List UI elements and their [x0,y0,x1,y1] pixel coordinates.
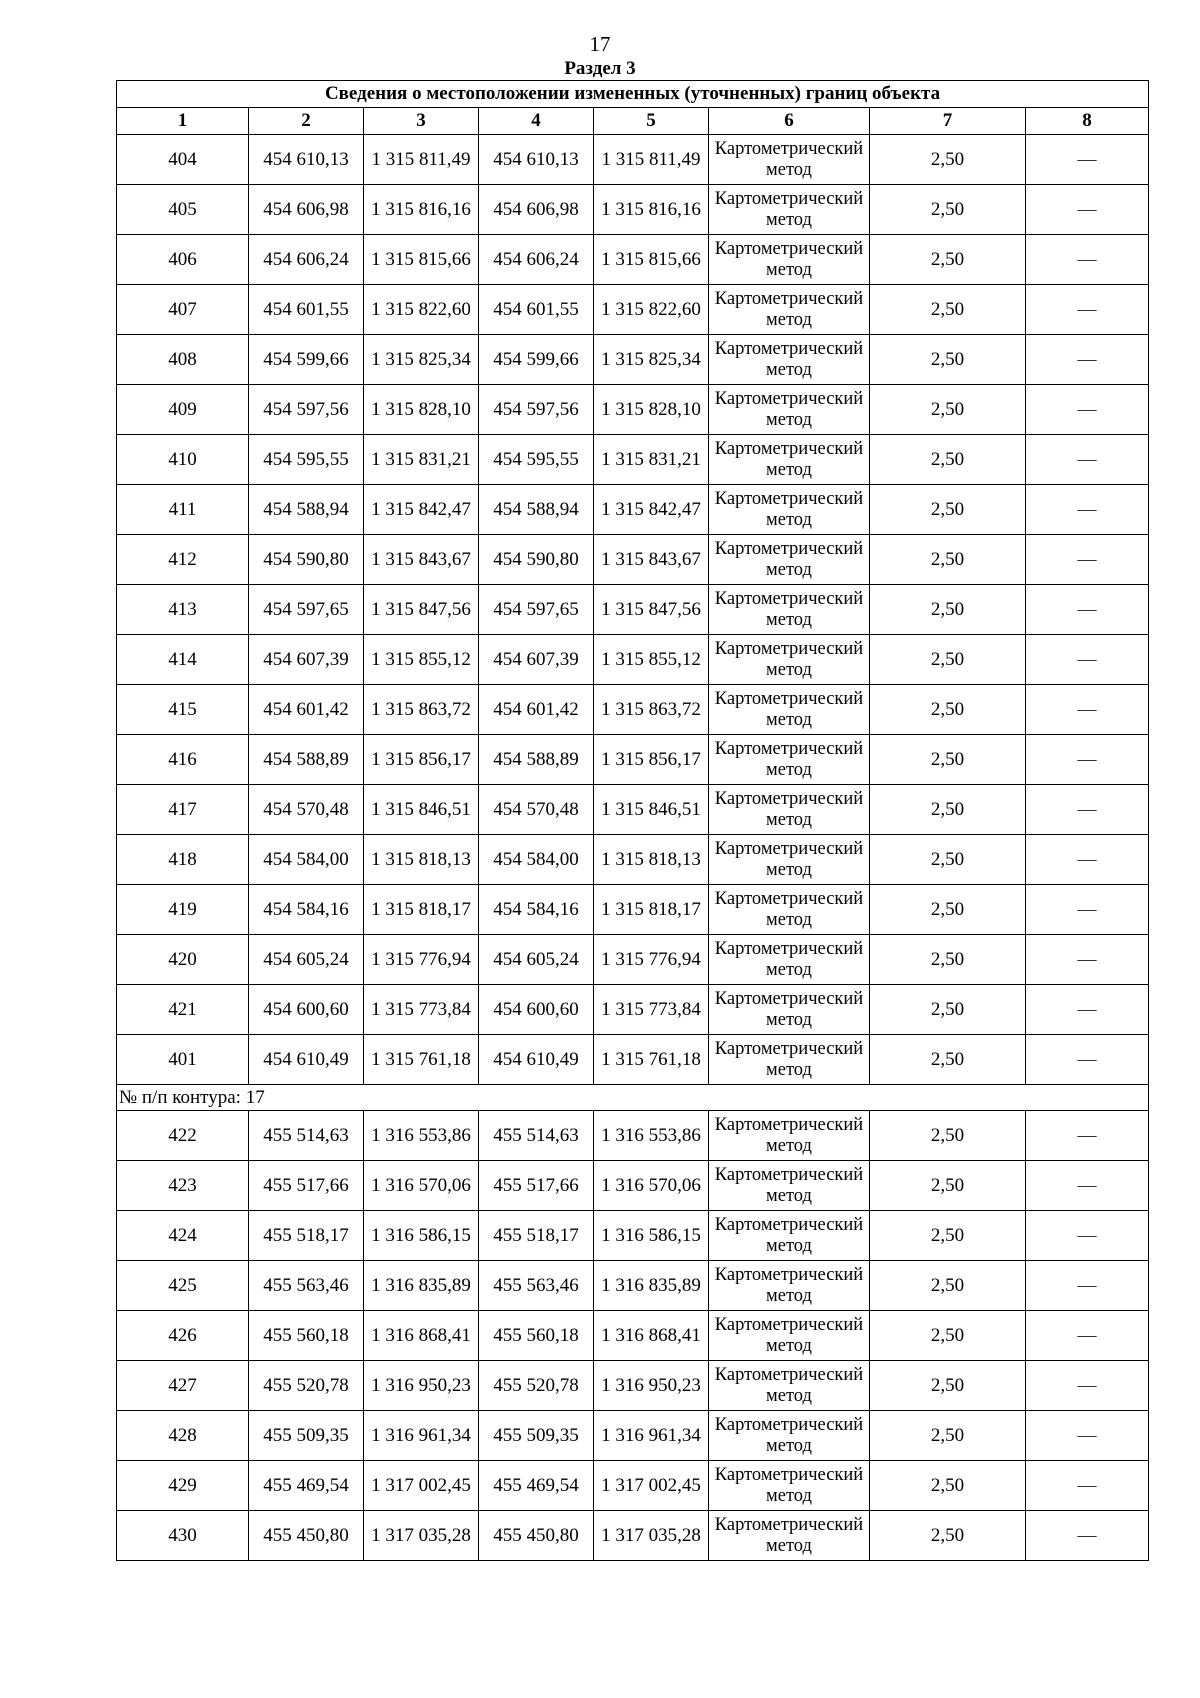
table-row [117,1035,1149,1085]
description-cell: — [1026,1511,1149,1561]
table-row [117,735,1149,785]
y-existing-cell: 1 316 868,41 [364,1311,479,1361]
x-existing-cell: 454 606,24 [249,235,364,285]
method-cell: Картометрический метод [709,785,870,835]
method-cell: Картометрический метод [709,385,870,435]
description-cell: — [1026,935,1149,985]
x-existing-cell: 455 520,78 [249,1361,364,1411]
y-new-cell: 1 316 586,15 [594,1211,709,1261]
column-number-row [117,108,1149,135]
y-new-cell: 1 315 811,49 [594,135,709,185]
description-cell: — [1026,535,1149,585]
y-existing-cell: 1 315 761,18 [364,1035,479,1085]
y-existing-cell: 1 315 818,17 [364,885,479,935]
y-existing-cell: 1 316 553,86 [364,1111,479,1161]
point-number-cell: 418 [117,835,249,885]
accuracy-cell: 2,50 [870,735,1026,785]
point-number-cell: 430 [117,1511,249,1561]
accuracy-cell: 2,50 [870,485,1026,535]
point-number-cell: 406 [117,235,249,285]
y-new-cell: 1 315 815,66 [594,235,709,285]
method-cell: Картометрический метод [709,435,870,485]
y-existing-cell: 1 315 846,51 [364,785,479,835]
x-new-cell: 454 588,94 [479,485,594,535]
accuracy-cell: 2,50 [870,585,1026,635]
x-existing-cell: 454 588,89 [249,735,364,785]
y-existing-cell: 1 316 835,89 [364,1261,479,1311]
description-cell: — [1026,1311,1149,1361]
y-new-cell: 1 315 822,60 [594,285,709,335]
point-number-cell: 423 [117,1161,249,1211]
description-cell: — [1026,385,1149,435]
accuracy-cell: 2,50 [870,435,1026,485]
description-cell: — [1026,785,1149,835]
description-cell: — [1026,1035,1149,1085]
method-cell: Картометрический метод [709,485,870,535]
y-existing-cell: 1 316 961,34 [364,1411,479,1461]
y-existing-cell: 1 315 776,94 [364,935,479,985]
y-new-cell: 1 315 816,16 [594,185,709,235]
y-new-cell: 1 316 553,86 [594,1111,709,1161]
y-existing-cell: 1 315 847,56 [364,585,479,635]
y-existing-cell: 1 315 863,72 [364,685,479,735]
y-new-cell: 1 315 828,10 [594,385,709,435]
x-new-cell: 454 595,55 [479,435,594,485]
accuracy-cell: 2,50 [870,785,1026,835]
point-number-cell: 413 [117,585,249,635]
description-cell: — [1026,1361,1149,1411]
y-new-cell: 1 315 863,72 [594,685,709,735]
point-number-cell: 422 [117,1111,249,1161]
x-existing-cell: 454 595,55 [249,435,364,485]
description-cell: — [1026,135,1149,185]
accuracy-cell: 2,50 [870,235,1026,285]
x-existing-cell: 455 469,54 [249,1461,364,1511]
x-existing-cell: 454 606,98 [249,185,364,235]
accuracy-cell: 2,50 [870,835,1026,885]
y-new-cell: 1 315 856,17 [594,735,709,785]
y-existing-cell: 1 317 002,45 [364,1461,479,1511]
accuracy-cell: 2,50 [870,1361,1026,1411]
x-new-cell: 455 563,46 [479,1261,594,1311]
table-row [117,1111,1149,1161]
x-new-cell: 455 469,54 [479,1461,594,1511]
table-row [117,1511,1149,1561]
point-number-cell: 404 [117,135,249,185]
y-existing-cell: 1 315 825,34 [364,335,479,385]
method-cell: Картометрический метод [709,685,870,735]
accuracy-cell: 2,50 [870,1461,1026,1511]
x-new-cell: 454 601,55 [479,285,594,335]
column-number: 7 [870,108,1026,135]
accuracy-cell: 2,50 [870,935,1026,985]
table-row [117,1461,1149,1511]
accuracy-cell: 2,50 [870,535,1026,585]
table-row [117,585,1149,635]
method-cell: Картометрический метод [709,185,870,235]
y-new-cell: 1 315 825,34 [594,335,709,385]
accuracy-cell: 2,50 [870,685,1026,735]
table-row [117,285,1149,335]
column-number: 6 [709,108,870,135]
x-new-cell: 454 605,24 [479,935,594,985]
y-existing-cell: 1 315 816,16 [364,185,479,235]
y-new-cell: 1 316 835,89 [594,1261,709,1311]
x-existing-cell: 454 597,65 [249,585,364,635]
table-body [117,135,1149,1561]
y-existing-cell: 1 315 815,66 [364,235,479,285]
description-cell: — [1026,1261,1149,1311]
description-cell: — [1026,485,1149,535]
y-existing-cell: 1 315 831,21 [364,435,479,485]
x-new-cell: 454 610,49 [479,1035,594,1085]
y-new-cell: 1 315 855,12 [594,635,709,685]
description-cell: — [1026,585,1149,635]
x-existing-cell: 454 584,16 [249,885,364,935]
x-new-cell: 455 450,80 [479,1511,594,1561]
accuracy-cell: 2,50 [870,285,1026,335]
table-row [117,785,1149,835]
y-new-cell: 1 315 773,84 [594,985,709,1035]
accuracy-cell: 2,50 [870,1311,1026,1361]
description-cell: — [1026,985,1149,1035]
y-existing-cell: 1 315 828,10 [364,385,479,435]
table-row [117,685,1149,735]
y-existing-cell: 1 317 035,28 [364,1511,479,1561]
x-existing-cell: 454 584,00 [249,835,364,885]
column-number: 1 [117,108,249,135]
accuracy-cell: 2,50 [870,885,1026,935]
accuracy-cell: 2,50 [870,635,1026,685]
point-number-cell: 425 [117,1261,249,1311]
method-cell: Картометрический метод [709,1261,870,1311]
y-existing-cell: 1 316 570,06 [364,1161,479,1211]
y-new-cell: 1 315 818,13 [594,835,709,885]
description-cell: — [1026,1461,1149,1511]
table-row [117,1161,1149,1211]
method-cell: Картометрический метод [709,235,870,285]
description-cell: — [1026,735,1149,785]
description-cell: — [1026,685,1149,735]
x-existing-cell: 454 601,42 [249,685,364,735]
accuracy-cell: 2,50 [870,1511,1026,1561]
x-new-cell: 454 597,65 [479,585,594,635]
point-number-cell: 419 [117,885,249,935]
method-cell: Картометрический метод [709,885,870,935]
y-existing-cell: 1 315 822,60 [364,285,479,335]
y-new-cell: 1 315 831,21 [594,435,709,485]
accuracy-cell: 2,50 [870,135,1026,185]
point-number-cell: 424 [117,1211,249,1261]
accuracy-cell: 2,50 [870,1211,1026,1261]
x-new-cell: 455 509,35 [479,1411,594,1461]
x-existing-cell: 454 607,39 [249,635,364,685]
method-cell: Картометрический метод [709,1511,870,1561]
method-cell: Картометрический метод [709,735,870,785]
description-cell: — [1026,1111,1149,1161]
accuracy-cell: 2,50 [870,1411,1026,1461]
x-new-cell: 454 606,24 [479,235,594,285]
table-row [117,985,1149,1035]
table-row [117,835,1149,885]
table-row [117,135,1149,185]
x-new-cell: 454 570,48 [479,785,594,835]
method-cell: Картометрический метод [709,1411,870,1461]
table-row [117,635,1149,685]
description-cell: — [1026,885,1149,935]
description-cell: — [1026,335,1149,385]
point-number-cell: 408 [117,335,249,385]
y-new-cell: 1 317 002,45 [594,1461,709,1511]
y-new-cell: 1 315 842,47 [594,485,709,535]
accuracy-cell: 2,50 [870,185,1026,235]
y-new-cell: 1 315 843,67 [594,535,709,585]
table-row [117,935,1149,985]
accuracy-cell: 2,50 [870,1261,1026,1311]
table-row [117,1361,1149,1411]
section-title: Раздел 3 [564,58,636,79]
x-existing-cell: 455 518,17 [249,1211,364,1261]
page-number: 17 [589,32,611,56]
accuracy-cell: 2,50 [870,1035,1026,1085]
point-number-cell: 407 [117,285,249,335]
method-cell: Картометрический метод [709,585,870,635]
method-cell: Картометрический метод [709,335,870,385]
method-cell: Картометрический метод [709,935,870,985]
x-existing-cell: 454 570,48 [249,785,364,835]
point-number-cell: 427 [117,1361,249,1411]
point-number-cell: 420 [117,935,249,985]
point-number-cell: 421 [117,985,249,1035]
point-number-cell: 414 [117,635,249,685]
description-cell: — [1026,185,1149,235]
point-number-cell: 412 [117,535,249,585]
y-existing-cell: 1 315 842,47 [364,485,479,535]
x-new-cell: 454 584,00 [479,835,594,885]
description-cell: — [1026,1161,1149,1211]
x-new-cell: 454 610,13 [479,135,594,185]
accuracy-cell: 2,50 [870,985,1026,1035]
boundary-coordinates-table [116,80,1149,1561]
method-cell: Картометрический метод [709,985,870,1035]
method-cell: Картометрический метод [709,635,870,685]
description-cell: — [1026,1211,1149,1261]
x-new-cell: 454 607,39 [479,635,594,685]
y-existing-cell: 1 316 950,23 [364,1361,479,1411]
y-new-cell: 1 317 035,28 [594,1511,709,1561]
x-existing-cell: 454 597,56 [249,385,364,435]
description-cell: — [1026,1411,1149,1461]
x-new-cell: 454 599,66 [479,335,594,385]
y-existing-cell: 1 315 843,67 [364,535,479,585]
x-existing-cell: 455 560,18 [249,1311,364,1361]
y-existing-cell: 1 315 818,13 [364,835,479,885]
x-new-cell: 455 518,17 [479,1211,594,1261]
y-new-cell: 1 315 846,51 [594,785,709,835]
accuracy-cell: 2,50 [870,1111,1026,1161]
x-existing-cell: 454 601,55 [249,285,364,335]
x-existing-cell: 455 450,80 [249,1511,364,1561]
point-number-cell: 415 [117,685,249,735]
method-cell: Картометрический метод [709,835,870,885]
accuracy-cell: 2,50 [870,385,1026,435]
method-cell: Картометрический метод [709,1035,870,1085]
point-number-cell: 410 [117,435,249,485]
accuracy-cell: 2,50 [870,1161,1026,1211]
x-existing-cell: 455 509,35 [249,1411,364,1461]
y-new-cell: 1 316 961,34 [594,1411,709,1461]
point-number-cell: 429 [117,1461,249,1511]
column-number: 2 [249,108,364,135]
x-existing-cell: 455 517,66 [249,1161,364,1211]
point-number-cell: 426 [117,1311,249,1361]
x-new-cell: 454 600,60 [479,985,594,1035]
table-caption: Сведения о местоположении измененных (уточненных) границ объекта [117,81,1149,108]
x-existing-cell: 455 514,63 [249,1111,364,1161]
y-new-cell: 1 315 847,56 [594,585,709,635]
x-new-cell: 454 606,98 [479,185,594,235]
method-cell: Картометрический метод [709,1311,870,1361]
y-existing-cell: 1 315 855,12 [364,635,479,685]
x-new-cell: 454 590,80 [479,535,594,585]
point-number-cell: 405 [117,185,249,235]
description-cell: — [1026,285,1149,335]
y-existing-cell: 1 315 811,49 [364,135,479,185]
y-new-cell: 1 316 868,41 [594,1311,709,1361]
table-row [117,435,1149,485]
y-new-cell: 1 315 776,94 [594,935,709,985]
table-row [117,885,1149,935]
column-number: 8 [1026,108,1149,135]
table-row [117,485,1149,535]
x-new-cell: 454 601,42 [479,685,594,735]
y-new-cell: 1 315 818,17 [594,885,709,935]
table-row [117,1211,1149,1261]
x-existing-cell: 454 610,49 [249,1035,364,1085]
description-cell: — [1026,635,1149,685]
x-new-cell: 454 584,16 [479,885,594,935]
table-row [117,385,1149,435]
column-number: 5 [594,108,709,135]
x-new-cell: 454 597,56 [479,385,594,435]
table-row [117,335,1149,385]
x-new-cell: 455 520,78 [479,1361,594,1411]
method-cell: Картометрический метод [709,285,870,335]
column-number: 3 [364,108,479,135]
table-row [117,535,1149,585]
point-number-cell: 401 [117,1035,249,1085]
x-new-cell: 455 560,18 [479,1311,594,1361]
x-new-cell: 455 517,66 [479,1161,594,1211]
table-row [117,235,1149,285]
table-row [117,1261,1149,1311]
column-number: 4 [479,108,594,135]
y-new-cell: 1 316 570,06 [594,1161,709,1211]
x-existing-cell: 454 588,94 [249,485,364,535]
y-existing-cell: 1 315 773,84 [364,985,479,1035]
table-row [117,185,1149,235]
method-cell: Картометрический метод [709,1461,870,1511]
method-cell: Картометрический метод [709,1111,870,1161]
x-new-cell: 455 514,63 [479,1111,594,1161]
table-row [117,1311,1149,1361]
x-existing-cell: 454 605,24 [249,935,364,985]
point-number-cell: 428 [117,1411,249,1461]
point-number-cell: 409 [117,385,249,435]
x-existing-cell: 454 610,13 [249,135,364,185]
x-existing-cell: 454 600,60 [249,985,364,1035]
table-row [117,1411,1149,1461]
description-cell: — [1026,835,1149,885]
method-cell: Картометрический метод [709,535,870,585]
method-cell: Картометрический метод [709,1361,870,1411]
x-existing-cell: 454 590,80 [249,535,364,585]
method-cell: Картометрический метод [709,1211,870,1261]
y-existing-cell: 1 316 586,15 [364,1211,479,1261]
accuracy-cell: 2,50 [870,335,1026,385]
x-new-cell: 454 588,89 [479,735,594,785]
description-cell: — [1026,435,1149,485]
x-existing-cell: 455 563,46 [249,1261,364,1311]
contour-label-row [117,1085,1149,1111]
y-new-cell: 1 316 950,23 [594,1361,709,1411]
description-cell: — [1026,235,1149,285]
x-existing-cell: 454 599,66 [249,335,364,385]
y-new-cell: 1 315 761,18 [594,1035,709,1085]
y-existing-cell: 1 315 856,17 [364,735,479,785]
point-number-cell: 416 [117,735,249,785]
method-cell: Картометрический метод [709,1161,870,1211]
point-number-cell: 411 [117,485,249,535]
point-number-cell: 417 [117,785,249,835]
method-cell: Картометрический метод [709,135,870,185]
contour-label: № п/п контура: 17 [117,1085,1149,1111]
